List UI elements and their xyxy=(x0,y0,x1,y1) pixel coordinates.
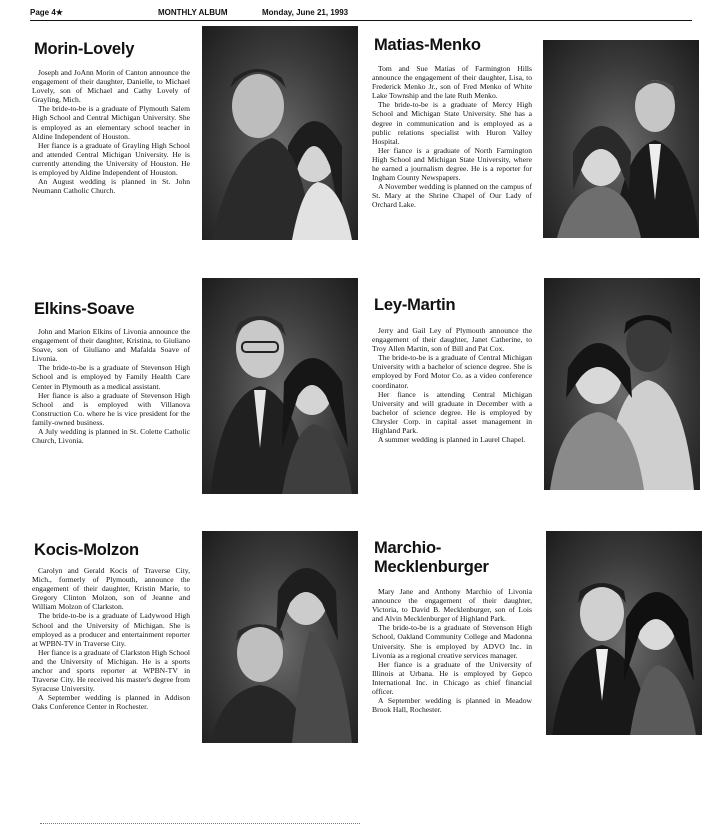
headline-ley-martin: Ley-Martin xyxy=(374,296,456,314)
paragraph: John and Marion Elkins of Livonia announce the engagement of their daughter, Kristina, to Giuliano Soave, son of Giuliano and Mafalda Soave of Livonia. xyxy=(32,327,190,364)
headline-kocis-molzon: Kocis-Molzon xyxy=(34,541,139,559)
story-matias-menko xyxy=(372,64,532,210)
section-name: MONTHLY ALBUM xyxy=(158,8,228,17)
paragraph: A September wedding is planned in Meadow Brook Hall, Rochester. xyxy=(372,696,532,715)
headline-matias-menko: Matias-Menko xyxy=(374,36,481,54)
paragraph: Mary Jane and Anthony Marchio of Livonia announce the engagement of their daughter, Victoria, to David B. Mecklenburger, son of Lois and Alvin Mecklenburger of Highland Park. xyxy=(372,587,532,624)
engagement-photo-ley-martin xyxy=(544,278,700,490)
paragraph: The bride-to-be is a graduate of Mercy High School and Michigan State University. She has a degree in communication and is employed as a public relations specialist with Huron Valley Hospital. xyxy=(372,100,532,146)
paragraph: A September wedding is planned in Addison Oaks Conference Center in Rochester. xyxy=(32,693,190,712)
story-marchio-mecklenburger xyxy=(372,587,532,714)
paragraph: Her fiance is a graduate of Clarkston High School and the University of Michigan. He is a sports anchor and sports reporter at WPBN-TV in Traverse City. He received his master's degree from Syracuse University. xyxy=(32,647,190,694)
paragraph: The bride-to-be is a graduate of Plymouth Salem High School and Central Michigan University. She is employed as an elementary school teacher in Aldine Independent of Houston. xyxy=(32,104,190,141)
paragraph: An August wedding is planned in St. John Neumann Catholic Church. xyxy=(32,177,190,196)
headline-morin-lovely: Morin-Lovely xyxy=(34,40,135,58)
engagement-photo-matias-menko xyxy=(543,40,699,238)
engagement-photo-elkins-soave xyxy=(202,278,358,494)
page-number: Page 4★ xyxy=(30,8,63,17)
engagement-photo-marchio-mecklenburger xyxy=(546,531,702,735)
paragraph: Tom and Sue Matias of Farmington Hills announce the engagement of their daughter, Lisa, to Frederick Menko Jr., son of Fred Menko of White Lake Township and the late Ruth Menko. xyxy=(372,64,532,101)
story-morin-lovely xyxy=(32,68,190,195)
paragraph: Joseph and JoAnn Morin of Canton announce the engagement of their daughter, Danielle, to Michael Lovely, son of Michael and Cathy Lovely of Grayling, Mich. xyxy=(32,68,190,105)
story-kocis-molzon xyxy=(32,566,190,712)
scan-artifact-divider xyxy=(40,821,360,824)
paragraph: Her fiance is a graduate of the University of Illinois at Urbana. He is employed by Gepco International Inc. in Chicago as chief financial officer. xyxy=(372,659,532,697)
engagement-photo-morin-lovely xyxy=(202,26,358,240)
paragraph: A summer wedding is planned in Laurel Chapel. xyxy=(378,435,526,445)
paragraph: Her fiance is attending Central Michigan University and will graduate in December with a bachelor of science degree. He is employed by Chrysler Corp. in capital asset management in Highland Park. xyxy=(372,389,532,436)
issue-date: Monday, June 21, 1993 xyxy=(262,8,349,17)
story-ley-martin xyxy=(372,326,532,444)
story-elkins-soave xyxy=(32,327,190,445)
engagement-photo-kocis-molzon xyxy=(202,531,358,743)
headline-elkins-soave: Elkins-Soave xyxy=(34,300,135,318)
page-masthead xyxy=(30,8,692,21)
paragraph: The bride-to-be is a graduate of Ladywood High School and the University of Michigan. She is employed as a producer and entertainment reporter at WPBN-TV in Traverse City. xyxy=(32,611,190,648)
paragraph: A July wedding is planned in St. Colette Catholic Church, Livonia. xyxy=(32,427,190,446)
headline-marchio-mecklenburger: Marchio-Mecklenburger xyxy=(374,539,489,576)
paragraph: A November wedding is planned on the campus of St. Mary at the Shrine Chapel of Our Lady of Orchard Lake. xyxy=(372,182,532,210)
paragraph: Carolyn and Gerald Kocis of Traverse City, Mich., formerly of Plymouth, announce the engagement of their daughter, Kristin Marie, to Gregory Clinton Molzon, son of Jeanne and William Molzon of Clarkston. xyxy=(32,566,190,612)
paragraph: Her fiance is also a graduate of Stevenson High School and is employed with Villanova Construction Co. where he is vice president for the family-owned business. xyxy=(32,390,190,427)
paragraph: Her fiance is a graduate of Grayling High School and attended Central Michigan University. He is currently attending the University of Houston. He is employed by Aldine Independent of Houston. xyxy=(32,140,190,178)
paragraph: Jerry and Gail Ley of Plymouth announce the engagement of their daughter, Janet Catherine, to Troy Allen Martin, son of Bill and Pat Cox. xyxy=(372,326,532,354)
paragraph: The bride-to-be is a graduate of Stevenson High School, Oakland Community College and Madonna University. She is employed by ADVO Inc. in Livonia as a regional creative services manager. xyxy=(372,623,532,660)
paragraph: Her fiance is a graduate of North Farmington High School and Michigan State University, where he earned a journalism degree. He is a reporter for Ingham County Newspapers. xyxy=(372,145,532,183)
paragraph: The bride-to-be is a graduate of Central Michigan University with a bachelor of science degree. She is employed by Ford Motor Co. as a video conference coordinator. xyxy=(372,353,532,390)
paragraph: The bride-to-be is a graduate of Stevenson High School and is employed by Family Health Care Center in Plymouth as a medical assistant. xyxy=(32,363,190,391)
